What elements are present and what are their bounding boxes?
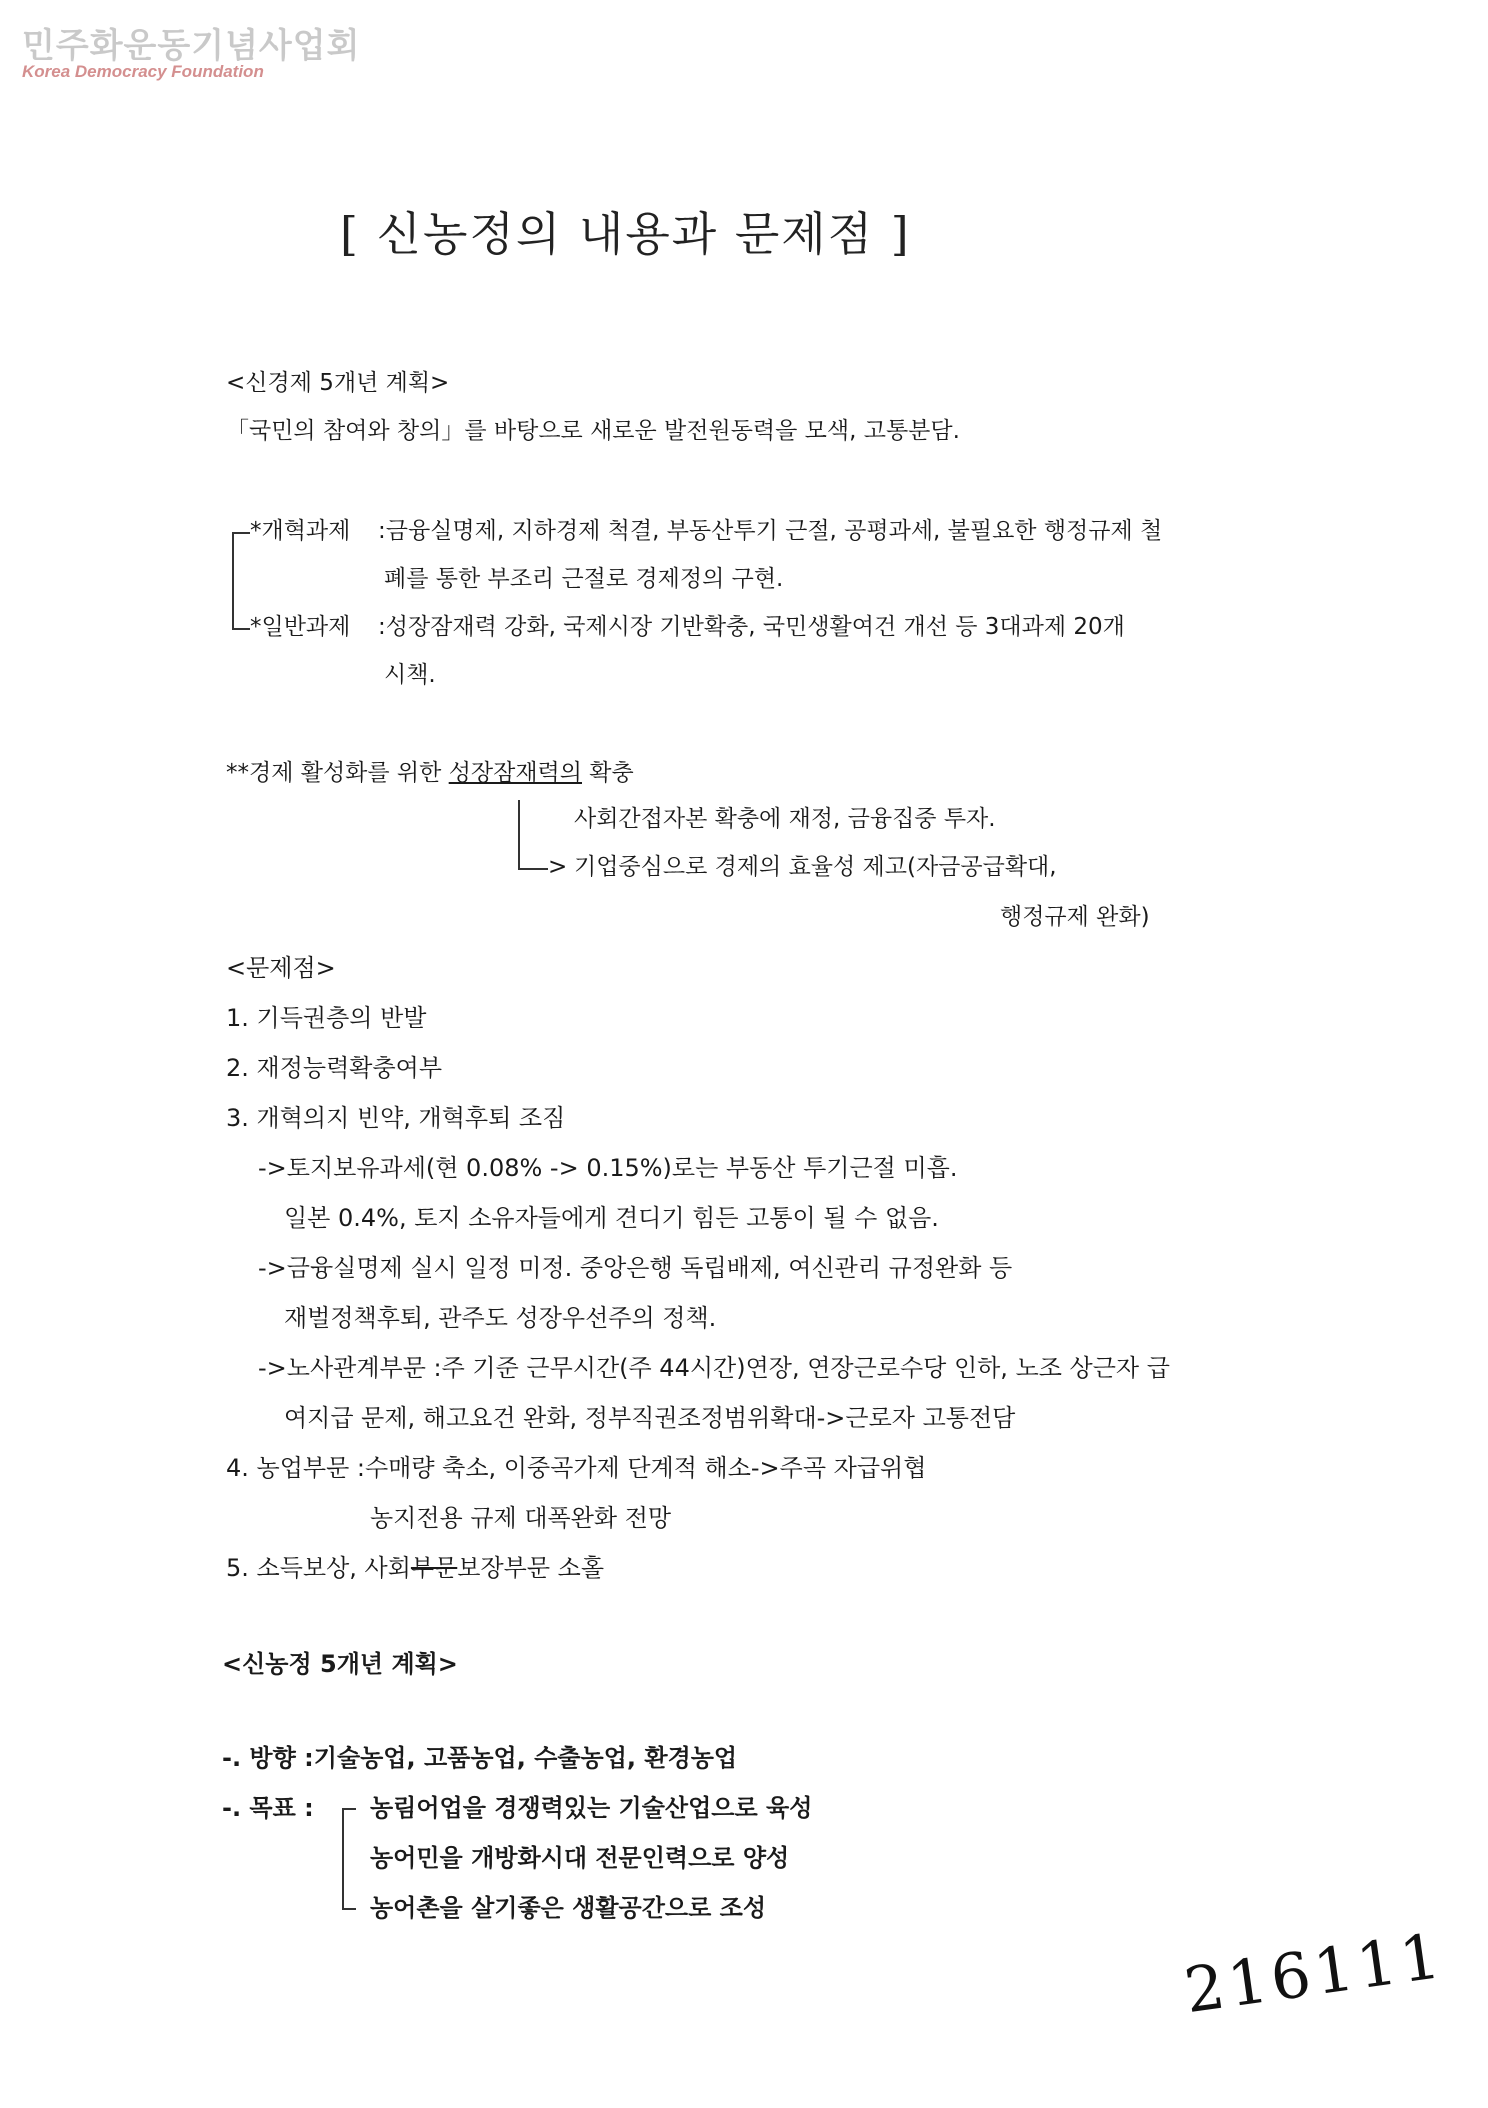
- agri-direction: -. 방향 :기술농업, 고품농업, 수출농업, 환경농업: [222, 1744, 738, 1772]
- agri-goal-1: 농림어업을 경쟁력있는 기술산업으로 육성: [370, 1794, 813, 1822]
- problem-4-b: 농지전용 규제 대폭완화 전망: [370, 1504, 672, 1532]
- agri-goal-3: 농어촌을 살기좋은 생활공간으로 조성: [370, 1894, 767, 1922]
- goal-bracket-top: [342, 1808, 356, 1810]
- general-label: *일반과제: [250, 614, 351, 640]
- handwritten-document-number: 216111: [1180, 1918, 1449, 2028]
- growth-prefix: **경제 활성화를 위한: [226, 760, 449, 786]
- agri-goal-2: 농어민을 개방화시대 전문인력으로 양성: [370, 1844, 790, 1872]
- watermark-logo-english: Korea Democracy Foundation: [22, 62, 264, 81]
- goal-bracket-line: [342, 1808, 344, 1910]
- growth-item-1: 사회간접자본 확충에 재정, 금융집중 투자.: [574, 806, 996, 832]
- growth-line: [226, 762, 634, 785]
- growth-arrow-line: [518, 800, 520, 868]
- growth-suffix: 확충: [582, 760, 634, 786]
- reform-text-1: :금융실명제, 지하경제 척결, 부동산투기 근절, 공평과세, 불필요한 행정규제 철: [378, 518, 1163, 544]
- problem-5-struck: 부문: [410, 1554, 458, 1582]
- problem-1: 1. 기득권층의 반발: [226, 1004, 427, 1032]
- problem-5: [226, 1556, 604, 1580]
- reform-text-2: 폐를 통한 부조리 근절로 경제정의 구현.: [384, 566, 784, 592]
- problem-3-b2: 재벌정책후퇴, 관주도 성장우선주의 정책.: [284, 1304, 717, 1332]
- problem-5-post: 보장부문 소홀: [457, 1554, 604, 1582]
- problem-3-c1: ->노사관계부문 :주 기준 근무시간(주 44시간)연장, 연장근로수당 인하, 노조 상근자 급: [258, 1354, 1170, 1382]
- problem-3-b1: ->금융실명제 실시 일정 미정. 중앙은행 독립배제, 여신관리 규정완화 등: [258, 1254, 1013, 1282]
- problem-3-c2: 여지급 문제, 해고요건 완화, 정부직권조정범위확대->근로자 고통전담: [284, 1404, 1016, 1432]
- reform-bracket-line: [232, 532, 234, 628]
- watermark-logo-korean: 민주화운동기념사업회: [22, 26, 361, 66]
- problem-5-pre: 5. 소득보상, 사회: [226, 1554, 411, 1582]
- agri-goal-label: -. 목표 :: [222, 1794, 314, 1822]
- growth-arrow-bottom: [518, 868, 548, 870]
- problem-4: 4. 농업부문 :수매량 축소, 이중곡가제 단계적 해소->주곡 자급위협: [226, 1454, 927, 1482]
- growth-item-2: 기업중심으로 경제의 효율성 제고(자금공급확대,: [574, 854, 1057, 880]
- problems-heading: <문제점>: [226, 954, 336, 982]
- general-text-1: :성장잠재력 강화, 국제시장 기반확충, 국민생활여건 개선 등 3대과제 20개: [378, 614, 1125, 640]
- growth-item-2-cont: 행정규제 완화): [1000, 904, 1150, 930]
- agri-plan-heading: <신농정 5개년 계획>: [222, 1650, 458, 1678]
- reform-label: *개혁과제: [250, 518, 351, 544]
- goal-bracket-bottom: [342, 1908, 356, 1910]
- reform-bracket-bottom: [232, 628, 250, 630]
- reform-bracket-top: [232, 532, 250, 534]
- problem-3-a1: ->토지보유과세(현 0.08% -> 0.15%)로는 부동산 투기근절 미흡.: [258, 1154, 958, 1182]
- problem-3: 3. 개혁의지 빈약, 개혁후퇴 조짐: [226, 1104, 566, 1132]
- econ-plan-heading: <신경제 5개년 계획>: [226, 370, 450, 396]
- econ-plan-summary: 「국민의 참여와 창의」를 바탕으로 새로운 발전원동력을 모색, 고통분담.: [226, 418, 960, 444]
- problem-3-a2: 일본 0.4%, 토지 소유자들에게 견디기 힘든 고통이 될 수 없음.: [284, 1204, 939, 1232]
- growth-arrow-head: >: [548, 854, 568, 880]
- growth-underlined: 성장잠재력의: [448, 760, 582, 786]
- general-text-2: 시책.: [384, 662, 436, 688]
- problem-2: 2. 재정능력확충여부: [226, 1054, 442, 1082]
- document-title: [ 신농정의 내용과 문제점 ]: [340, 207, 911, 261]
